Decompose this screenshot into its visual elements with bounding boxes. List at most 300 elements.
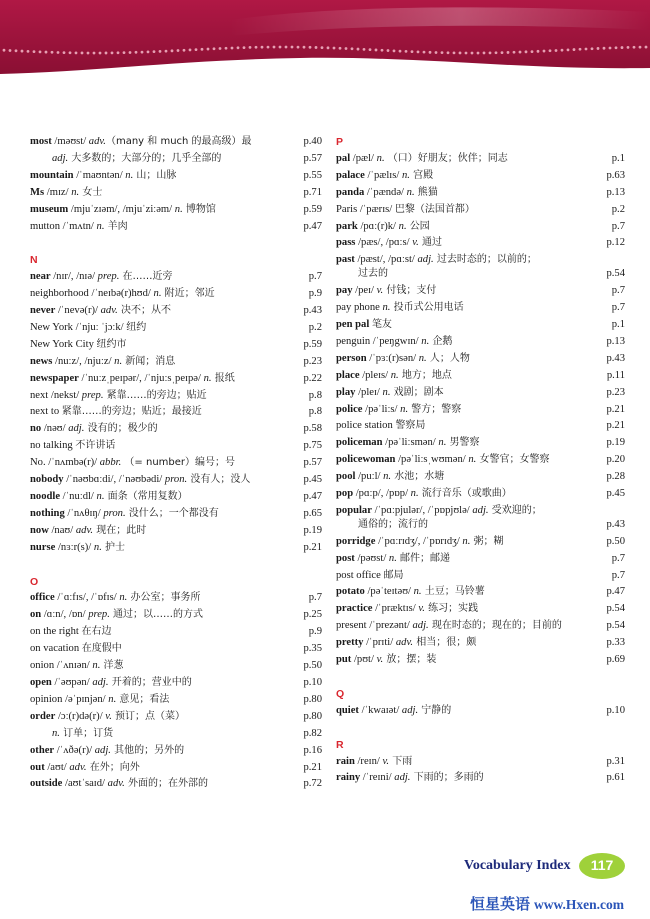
entry-text xyxy=(30,607,203,624)
page-reference: p.54 xyxy=(606,620,625,632)
index-entry xyxy=(336,652,625,669)
page-reference: p.21 xyxy=(303,541,322,553)
part-of-speech: n. xyxy=(71,186,80,198)
entry-text xyxy=(30,760,140,777)
section-spacer xyxy=(336,669,625,686)
index-entry xyxy=(336,486,625,503)
headword: opinion xyxy=(30,693,63,705)
part-of-speech: n. xyxy=(125,169,134,181)
page-reference: p.12 xyxy=(606,237,625,249)
part-of-speech: n. xyxy=(421,335,430,347)
definition: 人；人物 xyxy=(426,352,470,364)
entry-text xyxy=(30,675,192,692)
phonetic: /pəˈliːsmən/ xyxy=(382,437,439,449)
headword: news xyxy=(30,355,53,367)
phonetic: /ˈəʊpən/ xyxy=(51,676,93,688)
index-entry xyxy=(336,351,625,368)
index-entry xyxy=(30,641,322,658)
page-reference: p.21 xyxy=(606,403,625,415)
page-reference: p.47 xyxy=(303,491,322,503)
definition: 面条（常用复数） xyxy=(104,491,188,503)
entry-text xyxy=(336,418,425,435)
headword: nobody xyxy=(30,474,64,486)
phonetic: /ˈneɪbə(r)hʊd/ xyxy=(88,288,154,300)
entry-text xyxy=(336,584,485,601)
phonetic: /peɪ/ xyxy=(352,285,377,297)
part-of-speech: prep. xyxy=(81,389,104,401)
part-of-speech: n. xyxy=(153,288,162,300)
phonetic: /nekst/ xyxy=(48,389,82,401)
page-reference: p.54 xyxy=(606,603,625,615)
section-title: Vocabulary Index xyxy=(464,858,571,873)
headword: nothing xyxy=(30,507,65,519)
headword: New York xyxy=(30,321,73,333)
index-entry xyxy=(30,590,322,607)
page-reference: p.47 xyxy=(303,220,322,232)
part-of-speech: v. xyxy=(376,654,384,666)
headword: pay xyxy=(336,285,353,297)
part-of-speech: prep. xyxy=(88,609,110,621)
definition: 土豆；马铃薯 xyxy=(421,586,485,598)
index-entry xyxy=(30,168,322,185)
entry-text xyxy=(30,438,115,455)
part-of-speech: v. xyxy=(376,285,384,297)
page-reference: p.2 xyxy=(611,203,625,215)
page-reference: p.21 xyxy=(606,420,625,432)
entry-text xyxy=(30,523,146,540)
definition: 在……近旁 xyxy=(119,271,173,283)
phonetic: /puːl/ xyxy=(355,471,384,483)
phonetic: /ˈnjuː ˈjɔːk/ xyxy=(72,321,127,333)
page-reference: p.23 xyxy=(303,355,322,367)
part-of-speech: adj. xyxy=(394,772,411,784)
part-of-speech: n. xyxy=(438,437,447,449)
index-entry xyxy=(336,601,625,618)
index-entry xyxy=(30,320,322,337)
definition: 练习；实践 xyxy=(424,603,479,615)
part-of-speech: n. xyxy=(413,586,422,598)
page-reference: p.31 xyxy=(606,755,625,767)
headword: outside xyxy=(30,778,63,790)
phonetic: /pəˈteɪtəʊ/ xyxy=(364,586,414,598)
part-of-speech: adv. xyxy=(107,778,125,790)
index-entry xyxy=(30,455,322,472)
page-reference: p.54 xyxy=(606,268,625,280)
headword: pretty xyxy=(336,637,364,649)
definition: 笔友 xyxy=(371,318,392,330)
index-entry-continuation xyxy=(30,151,322,168)
phonetic: /pæs/, /pɑːs/ xyxy=(355,237,413,249)
phonetic: /ˈmʌtn/ xyxy=(60,220,97,232)
entry-text xyxy=(30,202,216,219)
phonetic: /pəˈliːsˌwʊmən/ xyxy=(395,454,469,466)
section-letter: R xyxy=(336,738,344,751)
index-column-right xyxy=(336,134,625,787)
index-entry xyxy=(30,404,322,421)
entry-text xyxy=(336,168,433,185)
part-of-speech: n. xyxy=(114,355,123,367)
definition: 巴黎（法国首都） xyxy=(394,203,475,215)
entry-text xyxy=(336,652,436,669)
entry-text xyxy=(30,489,188,506)
phonetic: /aʊtˈsaɪd/ xyxy=(62,778,108,790)
phonetic: /pəʊst/ xyxy=(354,552,389,564)
definition: 女士 xyxy=(79,186,103,198)
page-reference: p.82 xyxy=(303,727,322,739)
entry-text xyxy=(336,551,450,568)
entry-text xyxy=(30,151,221,168)
phonetic: /reɪn/ xyxy=(354,755,383,767)
headword: potato xyxy=(336,586,365,598)
part-of-speech: pron. xyxy=(164,474,188,486)
entry-text xyxy=(336,486,512,503)
part-of-speech: n. xyxy=(174,203,183,215)
headword: open xyxy=(30,676,52,688)
headword: office xyxy=(30,592,55,604)
headword: now xyxy=(30,524,49,536)
index-entry-continuation xyxy=(30,726,322,743)
header-banner xyxy=(0,0,650,80)
page-reference: p.80 xyxy=(303,693,322,705)
headword: popular xyxy=(336,504,372,516)
entry-text xyxy=(30,320,146,337)
headword: pop xyxy=(336,488,354,500)
phonetic: /məʊst/ xyxy=(51,136,89,147)
entry-text xyxy=(336,568,403,585)
index-entry xyxy=(30,371,322,388)
index-entry xyxy=(336,300,625,317)
part-of-speech: n. xyxy=(96,491,105,503)
definition: 企鹅 xyxy=(429,335,453,347)
page-reference: p.69 xyxy=(606,654,625,666)
phonetic: /pɑː(r)k/ xyxy=(357,220,399,232)
phonetic: /ɑːn/, /ɒn/ xyxy=(41,609,89,621)
phonetic: /ˈreɪni/ xyxy=(360,772,395,784)
index-entry xyxy=(336,283,625,300)
page-reference: p.8 xyxy=(308,389,322,401)
part-of-speech: n. xyxy=(382,386,391,398)
part-of-speech: adv. xyxy=(69,761,87,773)
phonetic: /aʊt/ xyxy=(44,761,70,773)
page-reference: p.19 xyxy=(606,437,625,449)
definition: 决不；从不 xyxy=(117,305,171,317)
phonetic: /ˈpræktɪs/ xyxy=(372,603,419,615)
headword: pen pal xyxy=(336,318,370,330)
index-entry xyxy=(30,607,322,624)
section-letter: Q xyxy=(336,687,345,700)
headword: next xyxy=(30,389,49,401)
entry-text xyxy=(30,134,252,151)
index-entry xyxy=(336,568,625,585)
page-reference: p.7 xyxy=(611,285,625,297)
definition: 粥；糊 xyxy=(470,535,504,547)
entry-text xyxy=(336,266,388,283)
definition: 相当；很；颇 xyxy=(413,637,477,649)
definition: 没什么；一个都没有 xyxy=(125,507,219,519)
entry-text xyxy=(336,635,476,652)
entry-text xyxy=(30,371,235,388)
phonetic: /ˈpeŋgwɪn/ xyxy=(370,335,422,347)
definition: 邮局 xyxy=(383,569,404,581)
phonetic: /naʊ/ xyxy=(48,524,76,536)
index-entry xyxy=(336,703,625,720)
phonetic: /ˈʌðə(r)/ xyxy=(54,744,95,756)
definition: 洋葱 xyxy=(100,660,124,672)
phonetic: /ˈnuːzˌpeɪpər/, /ˈnjuːsˌpeɪpə/ xyxy=(78,372,204,384)
page-reference: p.45 xyxy=(303,474,322,486)
page-reference: p.13 xyxy=(606,186,625,198)
headword: museum xyxy=(30,203,69,215)
definition: 下雨 xyxy=(389,755,413,767)
part-of-speech: n. xyxy=(468,454,477,466)
headword: person xyxy=(336,352,367,364)
phonetic: /ˈkwaɪət/ xyxy=(358,704,402,716)
index-entry xyxy=(336,385,625,402)
part-of-speech: adj. xyxy=(52,152,69,164)
part-of-speech: adv. xyxy=(75,524,94,536)
entry-text xyxy=(30,658,124,675)
phonetic: /ˈnevə(r)/ xyxy=(55,305,101,317)
part-of-speech: n. xyxy=(388,552,397,564)
page-reference: p.35 xyxy=(303,643,322,655)
index-entry xyxy=(30,624,322,641)
index-entry xyxy=(336,151,625,168)
page-reference: p.43 xyxy=(303,305,322,317)
index-entry xyxy=(336,534,625,551)
definition: 宁静的 xyxy=(418,704,452,716)
definition: 现在；此时 xyxy=(93,524,147,536)
page-reference: p.57 xyxy=(303,152,322,164)
entry-text xyxy=(30,776,208,793)
definition: 预订；点（菜） xyxy=(111,710,186,722)
index-entry xyxy=(30,202,322,219)
definition: 博物馆 xyxy=(182,203,216,215)
index-entry xyxy=(336,452,625,469)
definition: 男警察 xyxy=(446,437,480,449)
index-entry xyxy=(30,760,322,777)
entry-text xyxy=(336,534,504,551)
part-of-speech: n. xyxy=(108,693,117,705)
headword: porridge xyxy=(336,535,376,547)
entry-text xyxy=(336,351,470,368)
headword: other xyxy=(30,744,55,756)
definition: 投币式公用电话 xyxy=(390,302,464,314)
headword: pay phone xyxy=(336,302,380,314)
entry-text xyxy=(30,354,175,371)
headword: play xyxy=(336,386,356,398)
page-reference: p.59 xyxy=(303,203,322,215)
page-reference: p.10 xyxy=(606,704,625,716)
page-reference: p.2 xyxy=(308,321,322,333)
headword: out xyxy=(30,761,45,773)
definition: 外面的；在外部的 xyxy=(124,778,208,790)
page-reference: p.13 xyxy=(606,335,625,347)
definition: 附近；邻近 xyxy=(161,288,215,300)
headword: nurse xyxy=(30,541,56,553)
definition: 在度假中 xyxy=(81,643,122,655)
part-of-speech: adv. xyxy=(100,305,118,317)
page-reference: p.75 xyxy=(303,440,322,452)
entry-text xyxy=(30,709,185,726)
phonetic: /ˈprɪti/ xyxy=(363,637,396,649)
page-reference: p.9 xyxy=(308,626,322,638)
definition: 公园 xyxy=(406,220,430,232)
page-reference: p.10 xyxy=(303,676,322,688)
page-reference: p.8 xyxy=(308,406,322,418)
definition: 其他的；另外的 xyxy=(110,744,185,756)
definition: 羊肉 xyxy=(104,220,128,232)
index-entry xyxy=(336,219,625,236)
headword: policeman xyxy=(336,437,383,449)
index-entry xyxy=(30,709,322,726)
definition: 没有的；极少的 xyxy=(84,423,158,435)
part-of-speech: n. xyxy=(93,541,102,553)
index-entry xyxy=(336,551,625,568)
headword: pool xyxy=(336,471,356,483)
phonetic: /ˈpɑːrɪdʒ/, /ˈpɒrɪdʒ/ xyxy=(375,535,463,547)
page-reference: p.61 xyxy=(606,772,625,784)
part-of-speech: abbr. xyxy=(99,457,122,469)
index-entry xyxy=(30,692,322,709)
part-of-speech: n. xyxy=(406,186,415,198)
index-entry xyxy=(336,235,625,252)
page-reference: p.72 xyxy=(303,778,322,790)
definition: 通过；以……的方式 xyxy=(109,609,204,621)
index-entry xyxy=(30,337,322,354)
section-spacer xyxy=(30,557,322,574)
index-entry xyxy=(336,168,625,185)
phonetic: /ˈpɜː(r)sən/ xyxy=(366,352,419,364)
definition: 下雨的；多雨的 xyxy=(410,772,484,784)
page-reference: p.22 xyxy=(303,372,322,384)
part-of-speech: adv. xyxy=(88,136,106,147)
phonetic: /ˈpærɪs/ xyxy=(357,203,395,215)
entry-text xyxy=(336,469,444,486)
definition: 熊猫 xyxy=(414,186,438,198)
headword: neighborhood xyxy=(30,288,89,300)
index-entry xyxy=(30,472,322,489)
definition: （= number）编号；号 xyxy=(121,457,236,469)
page-number: 117 xyxy=(590,857,614,873)
headword: on the right xyxy=(30,626,79,638)
entry-text xyxy=(30,726,113,743)
headword: pass xyxy=(336,237,356,249)
headword: most xyxy=(30,136,52,147)
part-of-speech: n. xyxy=(401,169,410,181)
index-entry xyxy=(30,540,322,557)
index-entry xyxy=(336,185,625,202)
page-reference: p.80 xyxy=(303,710,322,722)
index-entry xyxy=(336,469,625,486)
index-entry xyxy=(30,269,322,286)
phonetic: /pleɪ/ xyxy=(355,386,383,398)
index-entry xyxy=(336,368,625,385)
entry-text xyxy=(30,404,202,421)
section-letter: P xyxy=(336,136,344,148)
entry-text xyxy=(336,185,438,202)
index-entry xyxy=(30,219,322,236)
definition: 紧靠……的旁边；贴近；最接近 xyxy=(61,406,202,418)
phonetic: /pleɪs/ xyxy=(359,369,391,381)
phonetic: /ˈnuːdl/ xyxy=(60,491,97,503)
section-spacer xyxy=(30,235,322,252)
entry-text xyxy=(30,743,184,760)
headword: pal xyxy=(336,152,351,164)
phonetic: /pʊt/ xyxy=(351,654,377,666)
headword: no talking xyxy=(30,440,73,452)
page-reference: p.1 xyxy=(611,152,625,164)
part-of-speech: n. xyxy=(383,471,392,483)
page-reference: p.43 xyxy=(606,352,625,364)
part-of-speech: v. xyxy=(412,237,419,249)
entry-text xyxy=(336,368,452,385)
index-entry xyxy=(30,658,322,675)
entry-text xyxy=(30,421,158,438)
definition: （口）好朋友；伙伴；同志 xyxy=(384,152,508,164)
headword: post office xyxy=(336,569,381,581)
index-entry xyxy=(30,489,322,506)
headword: police station xyxy=(336,420,393,432)
entry-text xyxy=(336,402,461,419)
entry-text xyxy=(30,692,169,709)
headword: practice xyxy=(336,603,373,615)
definition: 大多数的；大部分的；几乎全部的 xyxy=(68,152,222,164)
page-reference: p.9 xyxy=(308,288,322,300)
definition: 订单；订货 xyxy=(59,727,114,739)
part-of-speech: n. xyxy=(382,302,391,314)
part-of-speech: adj. xyxy=(472,504,489,516)
part-of-speech: adj. xyxy=(68,423,85,435)
index-entry xyxy=(30,421,322,438)
watermark-brand: 恒星英语 xyxy=(470,895,531,913)
page-reference: p.7 xyxy=(611,569,625,581)
phonetic: /ˈnʌθɪŋ/ xyxy=(64,507,104,519)
headword: near xyxy=(30,271,51,283)
phonetic: /ˈnʌmbə(r)/ xyxy=(45,457,100,469)
part-of-speech: adj. xyxy=(412,620,429,632)
phonetic: /mjuˈzɪəm/, /mjuˈziːəm/ xyxy=(68,203,175,215)
entry-text xyxy=(30,219,128,236)
definition: 放；摆；装 xyxy=(383,654,437,666)
index-entry xyxy=(30,185,322,202)
watermark-url: www.Hxen.com xyxy=(534,897,625,912)
entry-text xyxy=(336,385,444,402)
page-reference: p.58 xyxy=(303,423,322,435)
headword: quiet xyxy=(336,704,359,716)
definition: 紧靠……的旁边；贴近 xyxy=(103,389,207,401)
definition: 过去时态的；以前的； xyxy=(433,254,537,266)
part-of-speech: n. xyxy=(418,352,427,364)
part-of-speech: adj. xyxy=(417,254,434,266)
index-entry xyxy=(336,618,625,635)
definition: 通过 xyxy=(418,237,442,249)
headword: mutton xyxy=(30,220,61,232)
phonetic: /nəʊ/ xyxy=(41,423,69,435)
definition: 通俗的；流行的 xyxy=(358,518,428,530)
index-entry xyxy=(336,635,625,652)
entry-text xyxy=(336,151,508,168)
page-reference: p.16 xyxy=(303,744,322,756)
index-entry xyxy=(30,506,322,523)
definition: 地方；地点 xyxy=(398,369,452,381)
phonetic: /mɪz/ xyxy=(44,186,72,198)
phonetic: /ˈɑːfɪs/, /ˈɒfɪs/ xyxy=(54,592,120,604)
index-entry xyxy=(30,354,322,371)
entry-text xyxy=(336,435,480,452)
entry-text xyxy=(336,334,452,351)
page-reference: p.43 xyxy=(606,518,625,530)
definition: 付钱；支付 xyxy=(383,285,437,297)
